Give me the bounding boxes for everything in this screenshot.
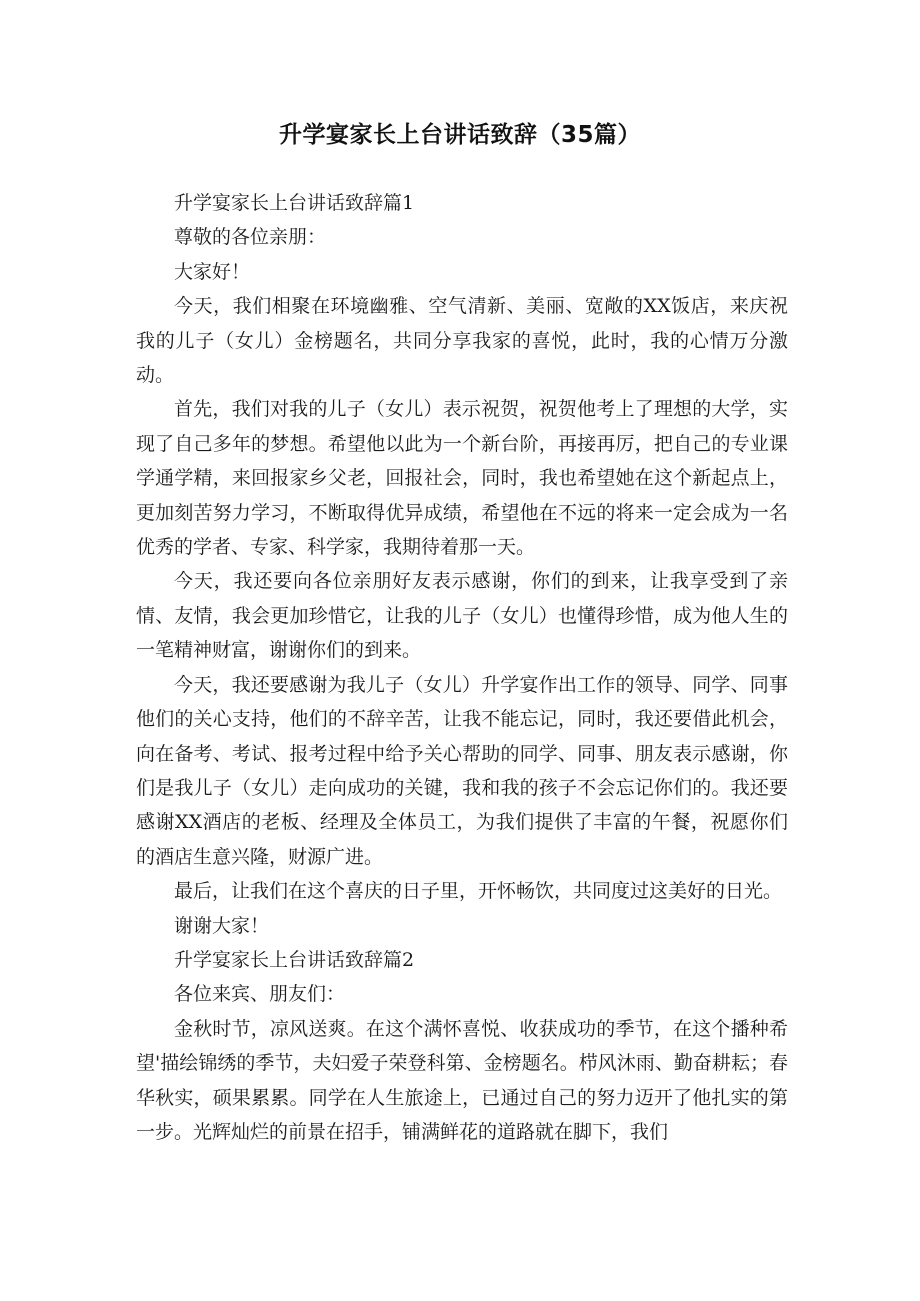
greeting: 大家好！ [174, 260, 251, 283]
closing: 谢谢大家！ [174, 914, 270, 937]
paragraph: 今天，我还要感谢为我儿子（女儿）升学宴作出工作的领导、同学、同事他们的关心支持，他们的不辞辛苦，让我不能忘记，同时，我还要借此机会，向在备考、考试、报考过程中给予关心帮助的同学、同事、朋友表示感谢，你们是我儿子（女儿）走向成功的关键，我和我的孩子不会忘记你们的。我还要感谢XX酒店的老板、经理及全体员工，为我们提供了丰富的午餐，祝愿你们的酒店生意兴隆，财源广进。 [136, 673, 788, 868]
document-body [136, 186, 788, 1149]
paragraph: 首先，我们对我的儿子（女儿）表示祝贺，祝贺他考上了理想的大学，实现了自己多年的梦想。希望他以此为一个新台阶，再接再厉，把自己的专业课学通学精，来回报家乡父老，回报社会，同时，我也希望她在这个新起点上，更加刻苦努力学习，不断取得优异成绩，希望他在不远的将来一定会成为一名优秀的学者、专家、科学家，我期待着那一天。 [136, 398, 788, 559]
paragraph: 今天，我还要向各位亲朋好友表示感谢，你们的到来，让我享受到了亲情、友情，我会更加珍惜它，让我的儿子（女儿）也懂得珍惜，成为他人生的一笔精神财富，谢谢你们的到来。 [136, 570, 788, 662]
document-title: 升学宴家长上台讲话致辞（35篇） [278, 122, 641, 148]
section-heading: 升学宴家长上台讲话致辞篇1 [174, 192, 415, 214]
paragraph: 今天，我们相聚在环境幽雅、空气清新、美丽、宽敞的XX饭店，来庆祝我的儿子（女儿）金榜题名，共同分享我家的喜悦，此时，我的心情万分激动。 [136, 295, 788, 387]
section-heading: 升学宴家长上台讲话致辞篇2 [174, 948, 415, 971]
paragraph: 金秋时节，凉风送爽。在这个满怀喜悦、收获成功的季节，在这个播种希望'描绘锦绣的季节，夫妇爱子荣登科第、金榜题名。栉风沐雨、勤奋耕耘；春华秋实，硕果累累。同学在人生旅途上，已通过自己的努力迈开了他扎实的第一步。光辉灿烂的前景在招手，铺满鲜花的道路就在脚下，我们 [136, 1017, 788, 1143]
paragraph: 最后，让我们在这个喜庆的日子里，开怀畅饮，共同度过这美好的日光。 [174, 880, 783, 903]
salutation: 尊敬的各位亲朋： [174, 226, 327, 249]
salutation: 各位来宾、朋友们： [174, 983, 346, 1006]
